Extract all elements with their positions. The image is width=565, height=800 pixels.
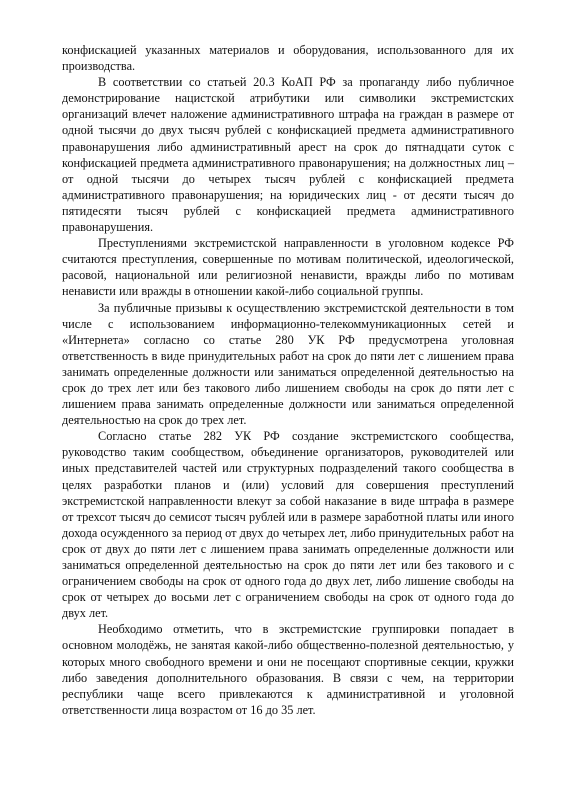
paragraph-uk-282: Согласно статье 282 УК РФ создание экстремистского сообщества, руководство таким сообществом, объединение организаторов, руководителей или иных представителей частей или структурных подразделений такого сообщества в целях разработки планов и (или) условий для совершения преступлений экстремистской направленности влекут за собой наказание в виде штрафа в размере от трехсот тысяч до семисот тысяч рублей или в размере заработной платы или иного дохода осужденного за период от двух до четырех лет, либо принудительных работ на срок от двух до пяти лет с лишением права занимать определенные должности или заниматься определенной деятельностью на срок до пяти лет или без такового и с ограничением свободы на срок от одного года до двух лет, либо лишение свободы на срок от четырех до восьми лет с ограничением свободы на срок от одного года до двух лет. [62, 429, 514, 621]
paragraph-youth: Необходимо отметить, что в экстремистские группировки попадает в основном молодёжь, не занятая какой-либо общественно-полезной деятельностью, у которых много свободного времени и они не посещают спортивные секции, кружки либо заведения дополнительного образования. В связи с чем, на территории республики чаще всего привлекаются к административной и уголовной ответственности лица возрастом от 16 до 35 лет. [62, 622, 514, 717]
paragraph-koap-20-3: В соответствии со статьей 20.3 КоАП РФ за пропаганду либо публичное демонстрирование нацистской атрибутики или символики экстремистских организаций влечет наложение административного штрафа на граждан в размере от одной тысячи до двух тысяч рублей с конфискацией предмета административного правонарушения либо административный арест на срок до пятнадцати суток с конфискацией предмета административного правонарушения; на должностных лиц – от одной тысячи до четырех тысяч рублей с конфискацией предмета административного правонарушения; на юридических лиц - от десяти тысяч до пятидесяти тысяч рублей с конфискацией предмета административного правонарушения. [62, 75, 514, 235]
document-page [62, 42, 514, 718]
paragraph-extremist-crimes: Преступлениями экстремистской направленности в уголовном кодексе РФ считаются преступления, совершенные по мотивам политической, идеологической, расовой, национальной или религиозной ненависти, вражды либо по мотивам ненависти или вражды в отношении какой-либо социальной группы. [62, 236, 514, 299]
paragraph-uk-280: За публичные призывы к осуществлению экстремистской деятельности в том числе с использованием информационно-телекоммуникационных сетей и «Интернета» согласно со статье 280 УК РФ предусмотрена уголовная ответственность в виде принудительных работ на срок до пяти лет с лишением права занимать определенные должности или заниматься определенной деятельностью на срок до трех лет или без такового либо лишением свободы на срок до пяти лет с лишением права занимать определенные должности или заниматься определенной деятельностью на срок до трех лет. [62, 300, 514, 428]
paragraph-continuation: конфискацией указанных материалов и оборудования, использованного для их производства. [62, 43, 514, 74]
